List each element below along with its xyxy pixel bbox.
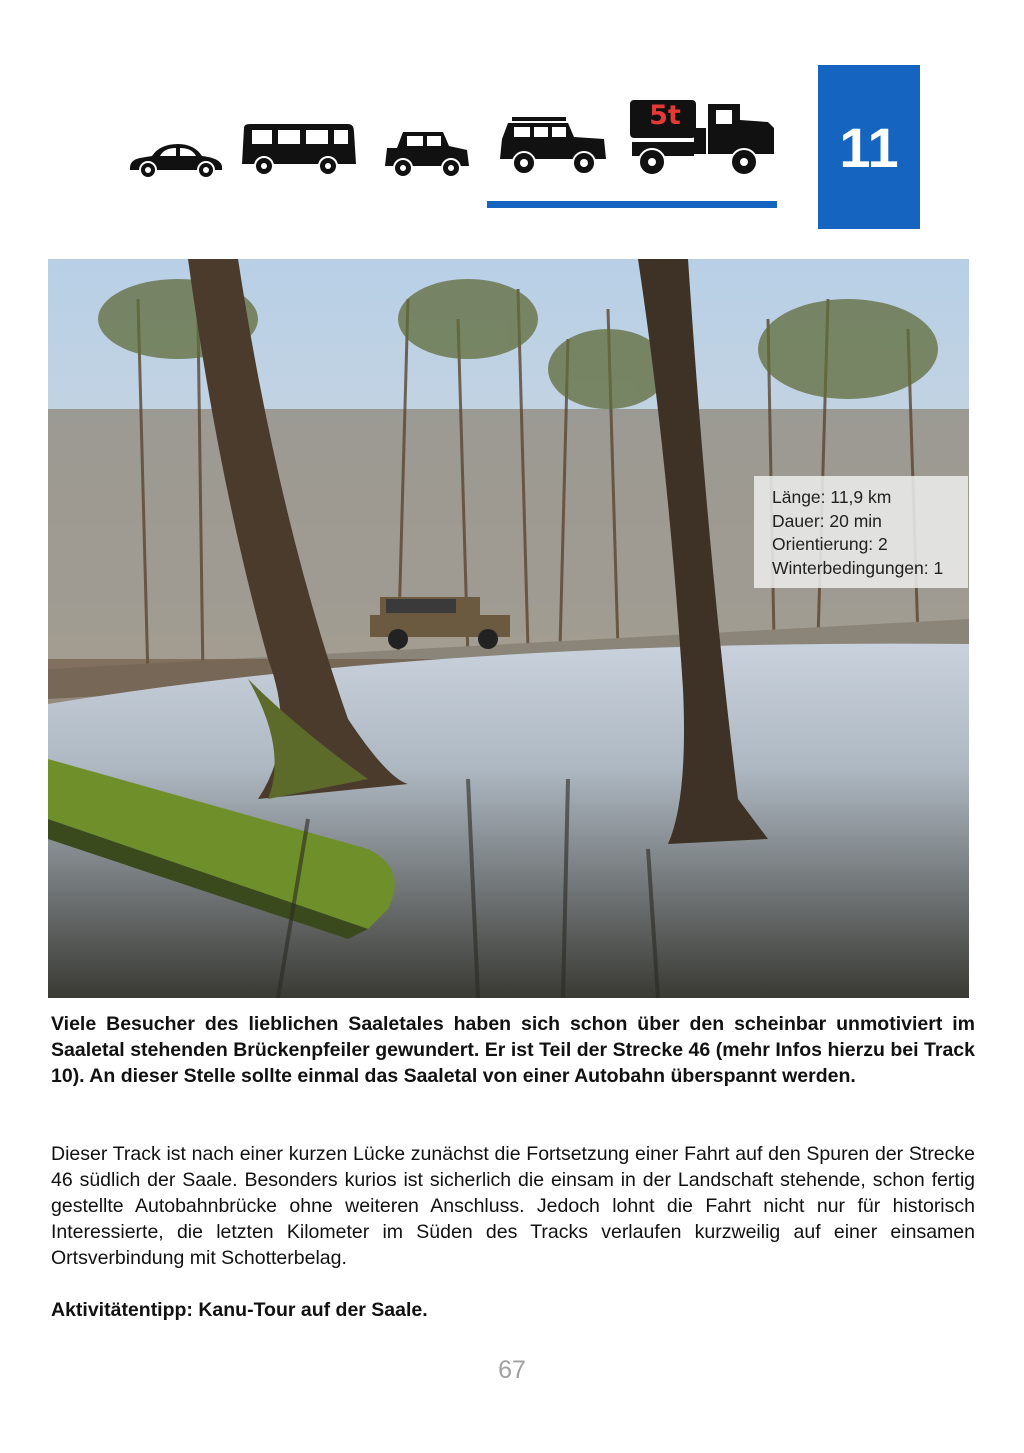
activity-tip: Aktivitätentipp: Kanu-Tour auf der Saale. <box>51 1299 428 1321</box>
vehicle-selection-indicator <box>487 201 777 208</box>
track-number-badge: 11 <box>818 65 920 229</box>
info-duration: Dauer: 20 min <box>772 510 882 531</box>
body-paragraph: Dieser Track ist nach einer kurzen Lücke zunächst die Fortsetzung einer Fahrt auf den Spuren der Strecke 46 südlich der Saale. Besonders kurios ist sicherlich die einsam in der Landschaft stehende, schon fertig gestellte Autobahnbrücke ohne weiteren Anschluss. Jedoch lohnt die Fahrt nicht nur für historisch Interessierte, die letzten Kilometer im Süden des Tracks verlaufen kurzweilig auf einer einsamen Ortsverbindung mit Schotterbelag. <box>51 1143 975 1269</box>
van-icon <box>240 122 358 180</box>
vehicle-type-bar <box>120 95 790 190</box>
offroad-4x4-icon <box>498 115 610 179</box>
truck-weight-label: 5t <box>649 100 681 131</box>
page-number: 67 <box>498 1356 526 1384</box>
forest-flooded-road-photo <box>48 259 969 998</box>
intro-paragraph: Viele Besucher des lieblichen Saaletales haben sich schon über den scheinbar unmotiviert im Saaletal stehenden Brückenpfeiler gewundert. Er ist Teil der Strecke 46 (mehr Infos hierzu bei Track 10). An dieser Stelle sollte einmal das Saaletal von einer Autobahn überspannt werden. <box>51 1013 975 1087</box>
info-winter-conditions: Winterbedingungen: 1 <box>772 557 944 578</box>
info-length: Länge: 11,9 km <box>772 487 892 507</box>
info-orientation: Orientierung: 2 <box>772 534 888 554</box>
small-suv-icon <box>383 128 471 180</box>
truck-icon <box>628 98 778 180</box>
track-info-box <box>754 476 968 588</box>
beetle-car-icon <box>126 140 224 180</box>
